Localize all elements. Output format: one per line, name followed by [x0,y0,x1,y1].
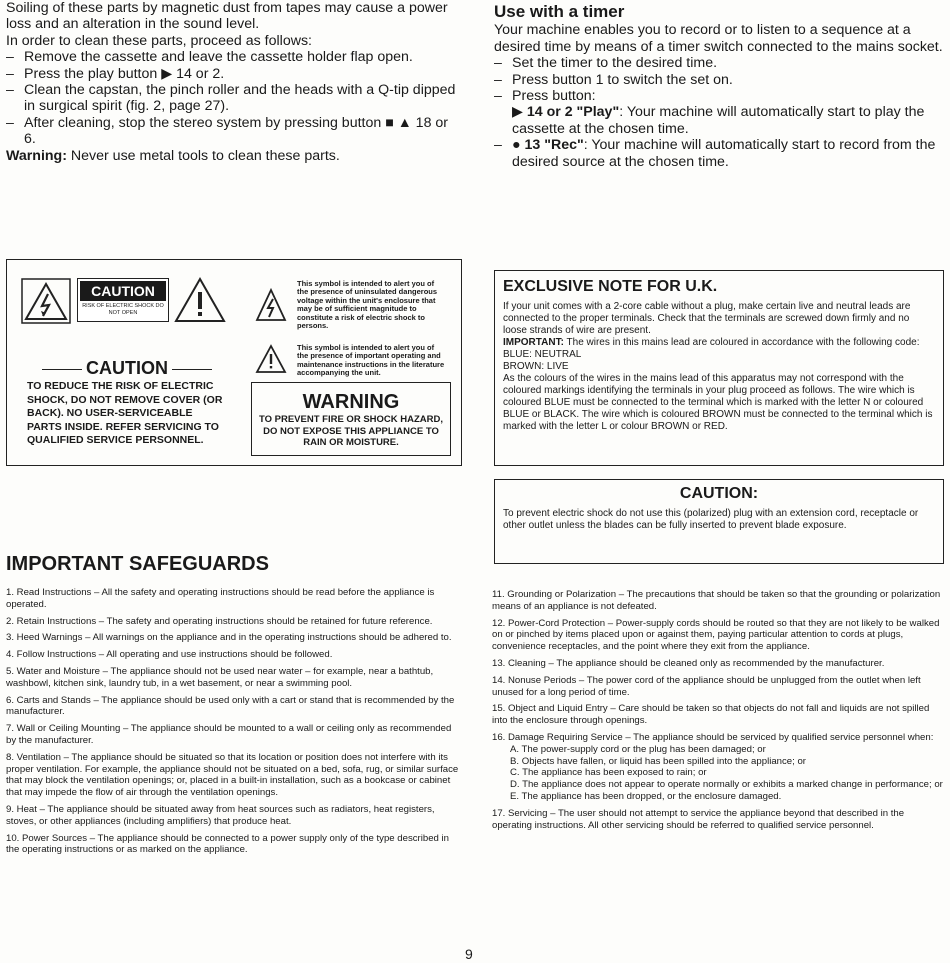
caution-body: TO REDUCE THE RISK OF ELECTRIC SHOCK, DO NOT REMOVE COVER (OR BACK). NO USER-SERVICEABLE PARTS INSIDE. REFER SERVICING TO QUALIFIED SERVICE PERSONNEL. [27,380,223,446]
cleaning-intro: Soiling of these parts by magnetic dust from tapes may cause a power loss and an alteration in the sound level. [6,0,448,33]
lightning-symbol-icon [255,288,287,322]
exclamation-symbol-icon [255,344,287,374]
uk-note-p1: If your unit comes with a 2-core cable without a plug, make certain live and neutral leads are connected to the proper terminals. Check that the terminals are screwed down firmly and no loose strands of wire are present. [503,301,911,336]
warning-box [251,382,451,456]
caution-plug-text: To prevent electric shock do not use this (polarized) plug with an extension cord, receptacle or other outlet unless the blades can be fully inserted to prevent blade exposure. [503,508,919,531]
cleaning-step: – Clean the capstan, the pinch roller and the heads with a Q-tip dipped in surgical spirit (fig. 2, page 27). [6,82,456,115]
caution-badge-sub: RISK OF ELECTRIC SHOCK DO NOT OPEN [82,303,164,316]
caution-badge-title: CAUTION [80,281,166,301]
timer-intro: Your machine enables you to record or to listen to a sequence at a desired time by means of a timer switch connected to the mains socket. [494,22,943,55]
symbol2-text: This symbol is intended to alert you of the presence of important operating and maintenance instructions in the literature accompanying the unit. [297,343,445,378]
caution-badge [77,278,169,322]
timer-step: – Press button: [494,88,596,105]
exclamation-warning-icon [173,276,227,324]
safeguards-right-list [492,589,946,836]
safeguard-item: 16. Damage Requiring Service – The appliance should be serviced by qualified service personnel when: [492,731,934,743]
timer-step: – Press button 1 to switch the set on. [494,71,733,88]
caution-plug-panel [494,479,944,564]
service-condition: B. Objects have fallen, or liquid has been spilled into the appliance; or [510,755,806,767]
page-number: 9 [465,946,473,962]
timer-section [494,4,946,170]
safeguard-item: 8. Ventilation – The appliance should be situated so that its location or position does not interfere with its proper ventilation. For example, the appliance should not be situated on a bed, sofa, rug, or similar surface that may block the ventilation openings; or, placed in a built-in installation, such as a bookcase or cabinet that may impede the flow of air through the ventilation openings. [6,751,459,799]
uk-note-brown: BROWN: LIVE [503,361,569,372]
safeguard-item: 3. Heed Warnings – All warnings on the appliance and in the operating instructions should be adhered to. [6,632,452,644]
uk-note-panel [494,270,944,466]
cleaning-step: – After cleaning, stop the stereo system by pressing button ■ ▲ 18 or 6. [6,114,449,148]
safeguard-item: 10. Power Sources – The appliance should be connected to a power supply only of the type described in the operating instructions or as marked on the appliance. [6,832,450,856]
cleaning-warning: Warning: Never use metal tools to clean these parts. [6,147,340,164]
safeguard-item: 17. Servicing – The user should not attempt to service the appliance beyond that described in the operating instructions. All other servicing should be referred to qualified service personnel. [492,807,905,831]
cleaning-proceed: In order to clean these parts, proceed as follows: [6,32,312,49]
safeguard-item: 12. Power-Cord Protection – Power-supply cords should be routed so that they are not likely to be walked on or pinched by items placed upon or against them, paying particular attention to cords at plugs, convenience receptacles, and the point where they exit from the appliance. [492,617,940,653]
timer-title: Use with a timer [494,2,625,21]
service-condition: A. The power-supply cord or the plug has been damaged; or [510,743,766,755]
safeguard-item: 1. Read Instructions – All the safety and operating instructions should be read before the appliance is operated. [6,587,435,610]
safeguards-left-list [6,587,461,861]
safeguard-item: 13. Cleaning – The appliance should be cleaned only as recommended by the manufacturer. [492,657,885,669]
safeguards-title: IMPORTANT SAFEGUARDS [6,553,269,575]
safeguard-item: 4. Follow Instructions – All operating and use instructions should be followed. [6,649,333,661]
safeguard-item: 6. Carts and Stands – The appliance should be used only with a cart or stand that is recommended by the manufacturer. [6,694,455,718]
uk-note-blue: BLUE: NEUTRAL [503,349,582,360]
cleaning-section [6,0,462,164]
warning-title: WARNING [302,391,400,413]
timer-step: – Set the timer to the desired time. [494,55,718,72]
safeguard-item: 15. Object and Liquid Entry – Care should be taken so that objects do not fall and liquids are not spilled into the enclosure through openings. [492,703,930,727]
caution-panel [6,259,462,466]
safeguard-item: 5. Water and Moisture – The appliance should not be used near water – for example, near a bathtub, washbowl, kitchen sink, laundry tub, in a wet basement, or near a swimming pool. [6,665,434,689]
service-conditions-list [492,744,946,803]
cleaning-step: – Press the play button ▶ 14 or 2. [6,65,225,82]
uk-note-p2: As the colours of the wires in the mains lead of this apparatus may not correspond with the coloured markings identifying the terminals in your plug proceed as follows. The wire which is coloured BLUE must be connected to the terminal which is marked with the letter N or coloured BLUE or BLACK. The wire which is coloured BROWN must be connected to the terminal which is marked with the letter L or colour BROWN or RED. [503,373,933,432]
timer-rec: – ● 13 "Rec": Your machine will automatically start to record from the desired source at the chosen time. [494,137,936,170]
service-condition: C. The appliance has been exposed to rain; or [510,767,707,779]
uk-note-title: EXCLUSIVE NOTE FOR U.K. [503,278,718,295]
safeguard-item: 11. Grounding or Polarization – The precautions that should be taken so that the grounding or polarization means of an appliance is not defeated. [492,589,941,612]
caution-plug-title: CAUTION: [679,485,759,502]
warning-body: TO PREVENT FIRE OR SHOCK HAZARD, DO NOT EXPOSE THIS APPLIANCE TO RAIN OR MOISTURE. [258,414,444,448]
timer-play: ▶ 14 or 2 "Play": Your machine will automatically start to play the cassette at the chosen time. [512,104,925,137]
safeguard-item: 2. Retain Instructions – The safety and operating instructions should be retained for future reference. [6,615,433,627]
symbol1-text: This symbol is intended to alert you of the presence of uninsulated dangerous voltage within the unit's enclosure that may be of sufficient magnitude to constitute a risk of electric shock to persons. [297,279,438,331]
caution-title: CAUTION [27,358,227,379]
safeguard-item: 7. Wall or Ceiling Mounting – The appliance should be mounted to a wall or ceiling only as recommended by the manufacturer. [6,723,452,746]
uk-note-important: IMPORTANT: The wires in this mains lead are coloured in accordance with the following code: [503,337,920,348]
service-condition: D. The appliance does not appear to operate normally or exhibits a marked change in performance; or [510,779,943,791]
safeguard-item: 9. Heat – The appliance should be situated away from heat sources such as radiators, heat registers, stoves, or other appliances (including amplifiers) that produce heat. [6,803,435,827]
safeguard-item: 14. Nonuse Periods – The power cord of the appliance should be unplugged from the outlet when left unused for a long period of time. [492,674,921,698]
lightning-warning-icon [21,278,71,324]
cleaning-step: – Remove the cassette and leave the cassette holder flap open. [6,49,413,66]
service-condition: E. The appliance has been dropped, or the enclosure damaged. [510,790,782,802]
